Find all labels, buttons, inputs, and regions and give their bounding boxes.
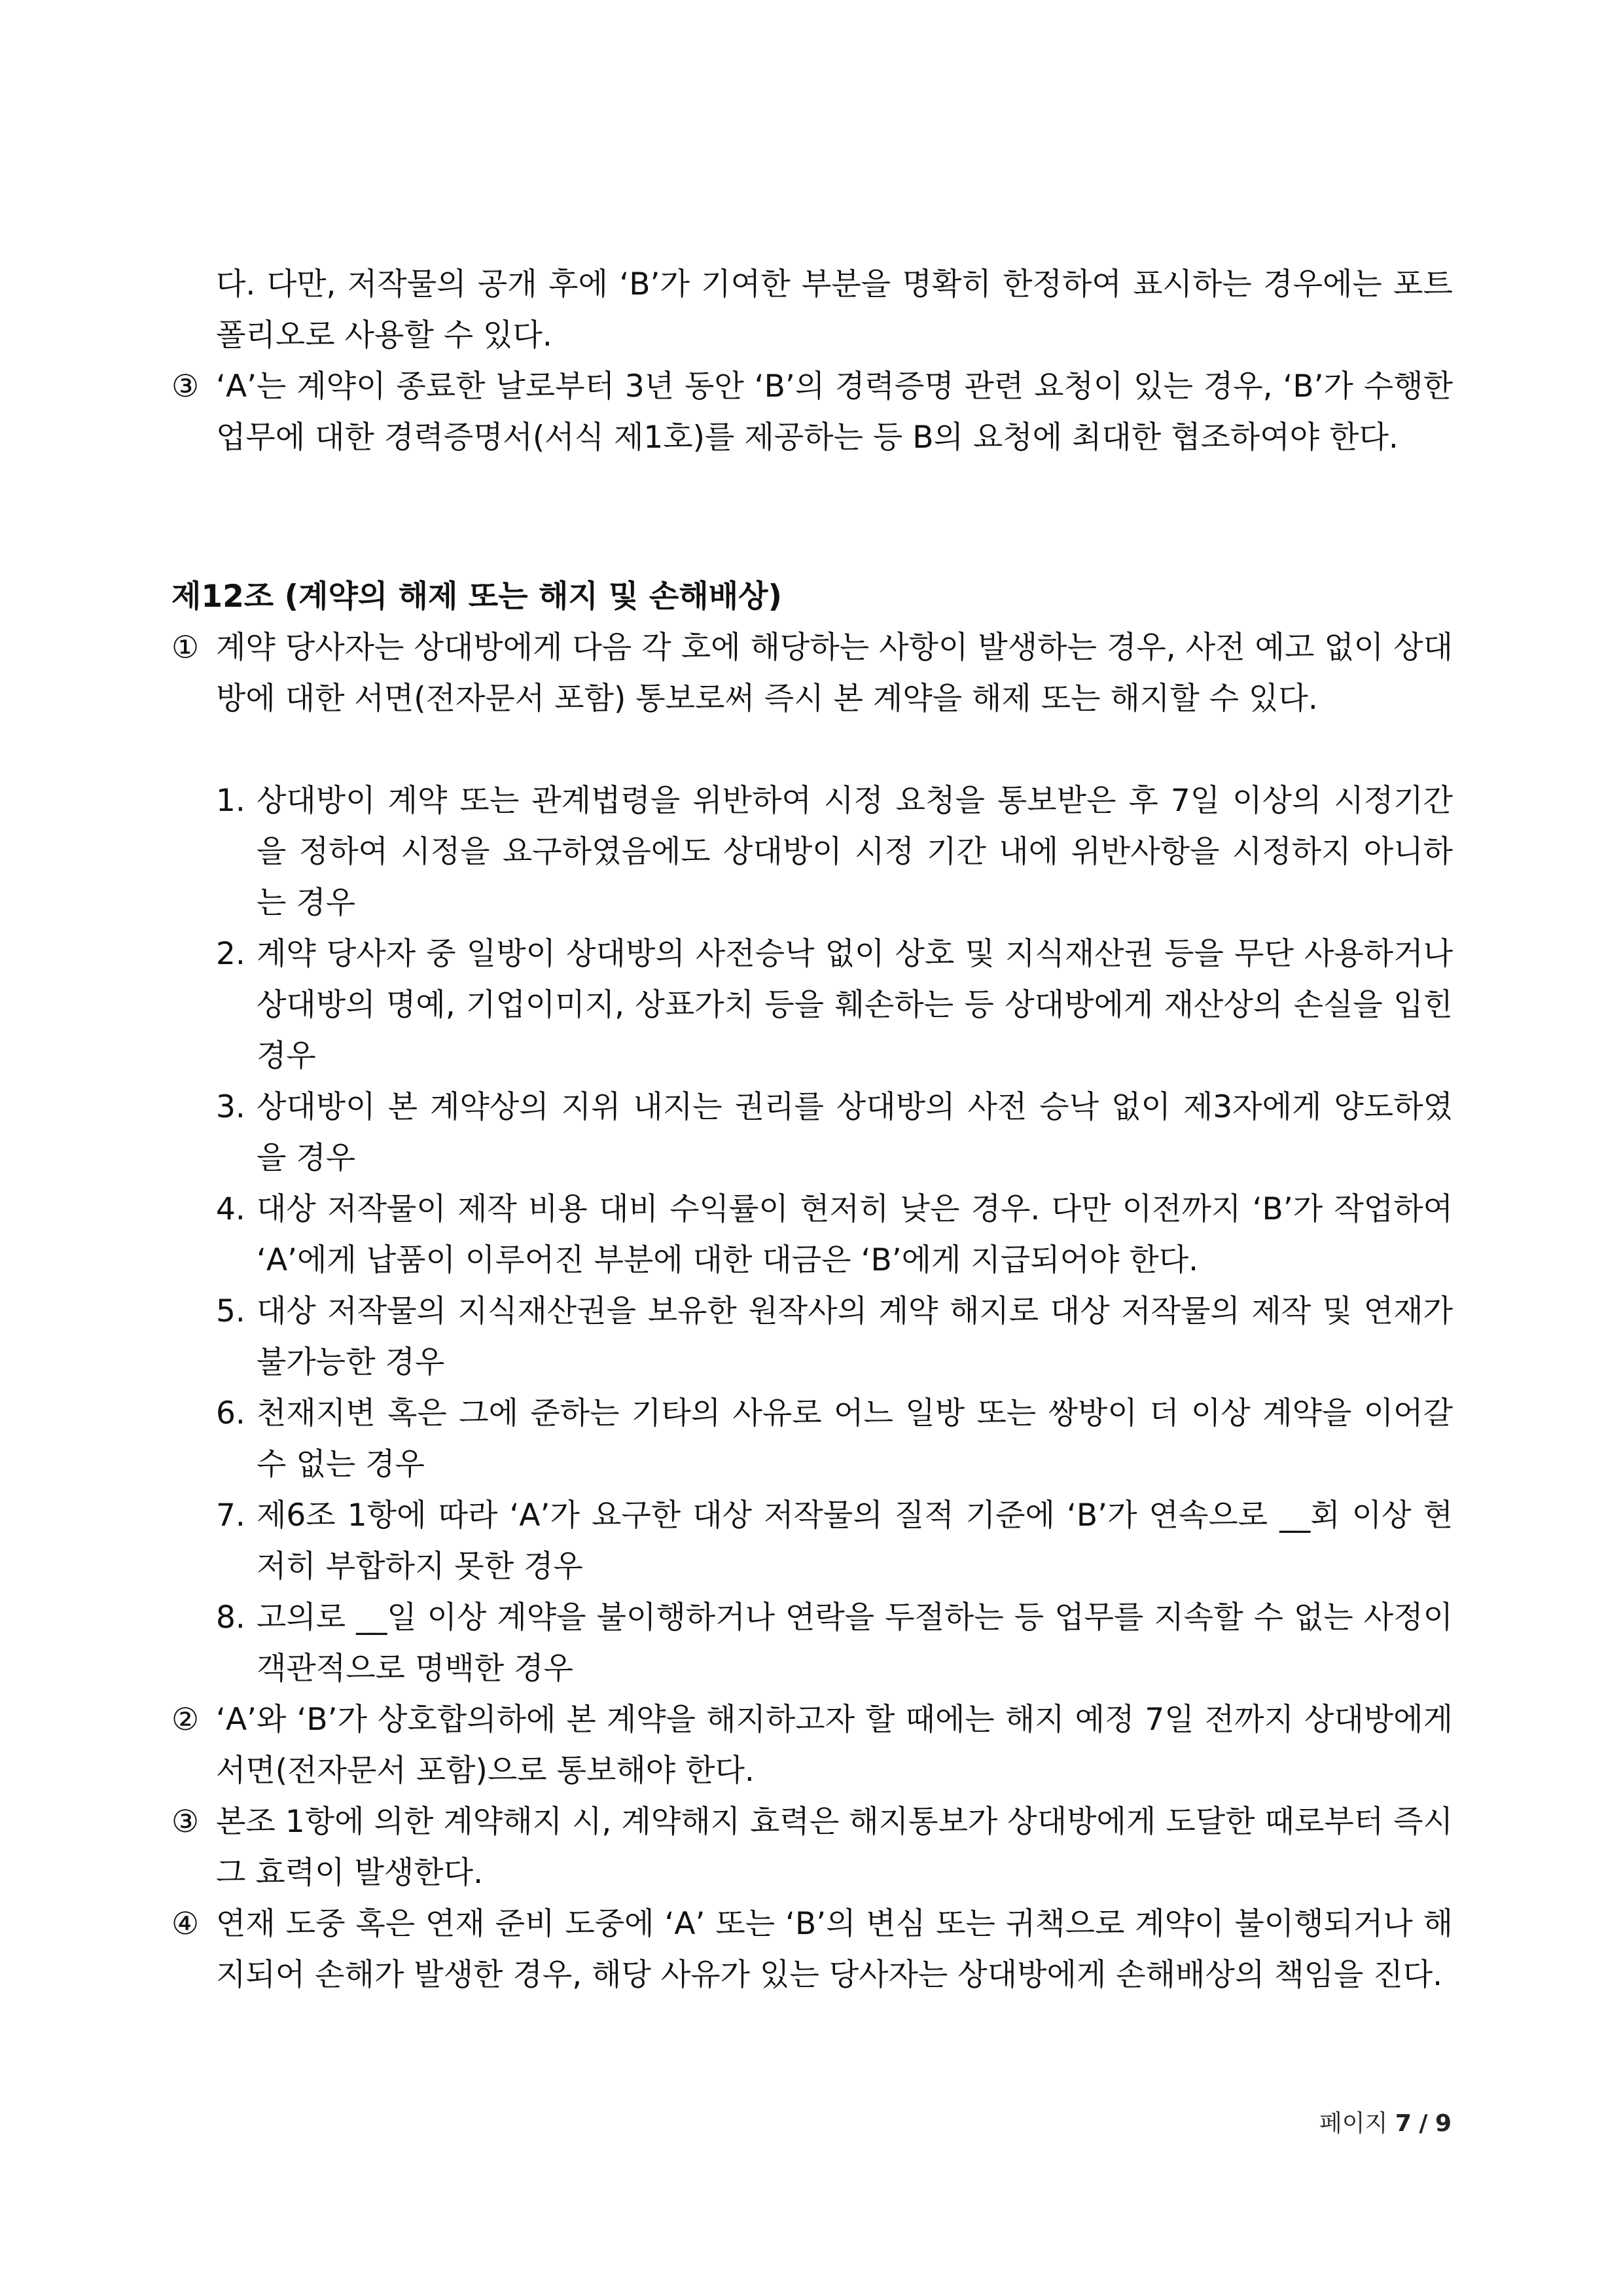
subitem-text: 제6조 1항에 따라 ‘A’가 요구한 대상 저작물의 질적 기준에 ‘B’가 연속으로 __회 이상 현저히 부합하지 못한 경우 (257, 1498, 1453, 1585)
subitem-8 (216, 1592, 1453, 1695)
subitem-5 (216, 1286, 1453, 1388)
article12-item2 (171, 1695, 1453, 1797)
total-pages: 9 (1435, 2110, 1452, 2137)
item-text: 계약 당사자는 상대방에게 다음 각 호에 해당하는 사항이 발생하는 경우, 사전 예고 없이 상대방에 대한 서면(전자문서 포함) 통보로써 즉시 본 계약을 해제 또는 해지할 수 있다. (216, 630, 1453, 717)
item-text: ‘A’와 ‘B’가 상호합의하에 본 계약을 해지하고자 할 때에는 해지 예정 7일 전까지 상대방에게 서면(전자문서 포함)으로 통보해야 한다. (216, 1702, 1453, 1789)
subitem-number: 4. (216, 1191, 245, 1227)
continuation-paragraph (216, 259, 1453, 361)
item-marker: ② (171, 1702, 200, 1738)
item-text: 본조 1항에 의한 계약해지 시, 계약해지 효력은 해지통보가 상대방에게 도달한 때로부터 즉시 그 효력이 발생한다. (216, 1804, 1453, 1891)
subitem-7 (216, 1490, 1453, 1592)
subitem-number: 8. (216, 1600, 245, 1636)
item-marker: ④ (171, 1906, 200, 1942)
item-marker: ③ (171, 1804, 200, 1840)
subitem-number: 3. (216, 1089, 245, 1125)
page-separator: / (1419, 2110, 1428, 2137)
subitem-1 (216, 776, 1453, 929)
subitem-text: 대상 저작물이 제작 비용 대비 수익률이 현저히 낮은 경우. 다만 이전까지 ‘B’가 작업하여 ‘A’에게 납품이 이루어진 부분에 대한 대금은 ‘B’에게 지급되어야 한다. (257, 1191, 1453, 1278)
item-marker: ① (171, 630, 200, 666)
article12-item4 (171, 1899, 1453, 2001)
current-page: 7 (1395, 2110, 1412, 2137)
item-marker: ③ (171, 368, 200, 404)
subitem-number: 5. (216, 1293, 245, 1329)
item-text: 연재 도중 혹은 연재 준비 도중에 ‘A’ 또는 ‘B’의 변심 또는 귀책으로 계약이 불이행되거나 해지되어 손해가 발생한 경우, 해당 사유가 있는 당사자는 상대방에게 손해배상의 책임을 진다. (216, 1906, 1453, 1993)
subitem-number: 6. (216, 1395, 245, 1431)
subitem-text: 천재지변 혹은 그에 준하는 기타의 사유로 어느 일방 또는 쌍방이 더 이상 계약을 이어갈 수 없는 경우 (257, 1395, 1453, 1482)
subitem-4 (216, 1184, 1453, 1286)
clause11-item3 (171, 361, 1453, 463)
page-number-footer (1319, 2108, 1452, 2140)
subitem-text: 고의로 __일 이상 계약을 불이행하거나 연락을 두절하는 등 업무를 지속할 수 없는 사정이 객관적으로 명백한 경우 (257, 1600, 1453, 1687)
page-label: 페이지 (1319, 2110, 1388, 2137)
subitem-text: 대상 저작물의 지식재산권을 보유한 원작사의 계약 해지로 대상 저작물의 제작 및 연재가 불가능한 경우 (257, 1293, 1453, 1380)
subitem-6 (216, 1388, 1453, 1490)
article12-item1 (171, 622, 1453, 725)
subitem-2 (216, 929, 1453, 1082)
subitem-number: 1. (216, 783, 245, 819)
subitem-number: 7. (216, 1498, 245, 1534)
subitem-text: 상대방이 본 계약상의 지위 내지는 권리를 상대방의 사전 승낙 없이 제3자에게 양도하였을 경우 (257, 1089, 1453, 1176)
subitem-3 (216, 1082, 1453, 1184)
subitem-number: 2. (216, 936, 245, 972)
article12-heading: 제12조 (계약의 해제 또는 해지 및 손해배상) (171, 579, 782, 615)
continuation-text: 다. 다만, 저작물의 공개 후에 ‘B’가 기여한 부분을 명확히 한정하여 표시하는 경우에는 포트폴리오로 사용할 수 있다. (216, 266, 1453, 353)
subitem-text: 상대방이 계약 또는 관계법령을 위반하여 시정 요청을 통보받은 후 7일 이상의 시정기간을 정하여 시정을 요구하였음에도 상대방이 시정 기간 내에 위반사항을 시정하지 아니하는 경우 (257, 783, 1453, 921)
article12-item3 (171, 1797, 1453, 1899)
subitem-text: 계약 당사자 중 일방이 상대방의 사전승낙 없이 상호 및 지식재산권 등을 무단 사용하거나 상대방의 명예, 기업이미지, 상표가치 등을 훼손하는 등 상대방에게 재산상의 손실을 입힌 경우 (257, 936, 1453, 1074)
item-text: ‘A’는 계약이 종료한 날로부터 3년 동안 ‘B’의 경력증명 관련 요청이 있는 경우, ‘B’가 수행한 업무에 대한 경력증명서(서식 제1호)를 제공하는 등 B의 요청에 최대한 협조하여야 한다. (216, 368, 1453, 456)
